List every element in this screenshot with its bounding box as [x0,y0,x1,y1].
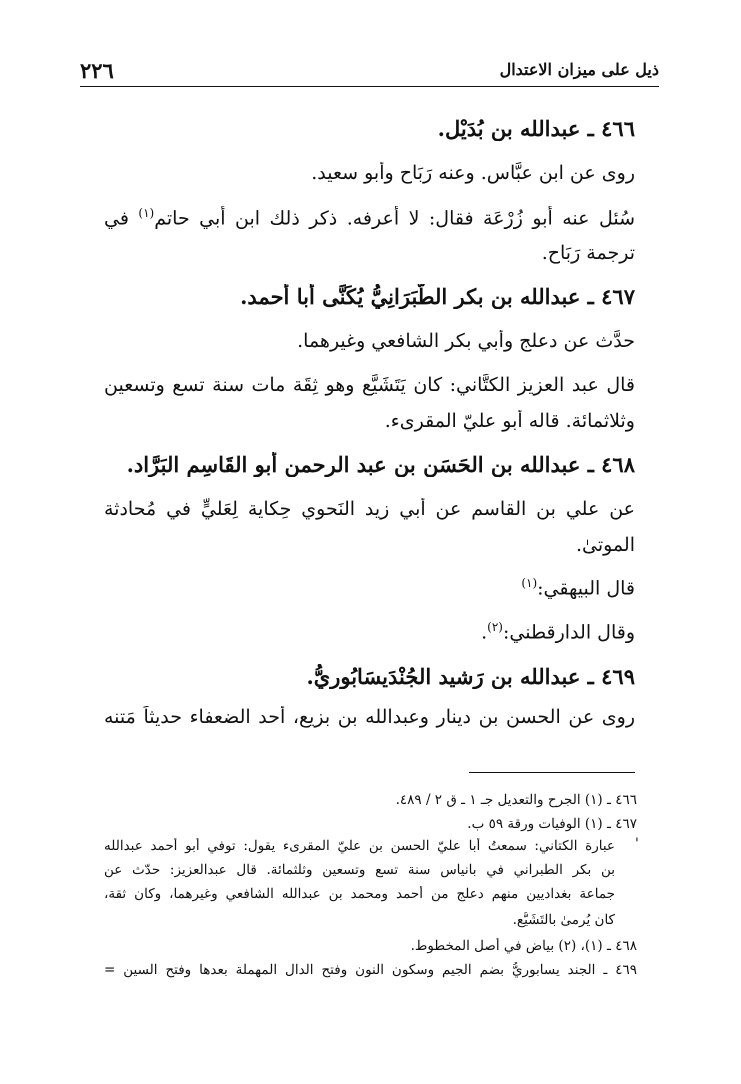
daraqutni-text: وقال الدارقطني: [502,621,635,644]
entry-467-line-2: قال عبد العزيز الكتَّاني: كان يَتَشَيَّع وهو ثِقَة مات سنة تسع وتسعين [104,374,635,396]
footnote-467-quote-line-1: عبارة الكتاني: سمعتُ أبا عليّ الحسن بن عليّ المقرىء يقول: توفي أبو أحمد عبدالله [104,838,615,854]
footnote-467-quote-line-2: بن بكر الطبراني في بانياس سنة تسع وتسعين وثلثمائة. قال عبدالعزيز: حدّث عن [104,862,615,878]
entry-469-line-1: روى عن الحسن بن دينار وعبدالله بن بزيع، أحد الضعفاء حديثاً مَتنه [104,706,635,728]
footnote-ref-468-1: (١) [521,576,538,590]
footnote-467-1: ٤٦٧ ـ (١) الوفيات ورقة ٥٩ ب. [467,816,637,832]
book-title: ذيل على ميزان الاعتدال [499,60,659,79]
footnote-468-1-2: ٤٦٨ ـ (١)، (٢) بياض في أصل المخطوط. [410,938,637,954]
running-head [80,56,659,87]
entry-468-line-1: عن علي بن القاسم عن أبي زيد النَحوي حِكاية لِعَليٍّ في مُحادثة [104,498,635,520]
entry-heading-467: ٤٦٧ ـ عبدالله بن بكر الطَّبَرَانِيُّ يُكَنَّى أبا أحمد. [240,284,635,309]
entry-467-line-1: حدَّث عن دعلج وأبي بكر الشافعي وغيرهما. [297,330,635,352]
footnote-467-quote-line-4: كان يُرمىٰ بالتَشَيُّع. [512,912,615,928]
page-number: ٢٢٦ [80,58,114,83]
entry-468-line-3 [104,576,635,599]
bayhaqi-text: قال البيهقي: [537,577,635,600]
footnote-466-1: ٤٦٦ ـ (١) الجرح والتعديل جـ ١ ـ ق ٢ / ٤٨٩. [395,792,637,808]
entry-466-line-2-text: سُئل عنه أبو زُرْعَة فقال: لا أعرفه. ذكر ذلك ابن أبي حاتم [154,207,635,230]
entry-466-line-2 [104,206,635,229]
margin-mark: ' [635,836,639,852]
entry-466-line-2-end: في [104,207,129,230]
entry-466-line-1: روى عن ابن عبَّاس. وعنه رَبَاح وأبو سعيد. [311,162,635,184]
footnote-ref-468-2: (٢) [487,620,503,634]
entry-467-line-3: وثلاثمائة. قاله أبو عليّ المقرىء. [384,410,635,432]
entry-heading-468: ٤٦٨ ـ عبدالله بن الحَسَن بن عبد الرحمن أبو القَاسِم البَرَّاد. [126,452,635,477]
entry-468-line-2: الموتىٰ. [575,534,635,556]
entry-466-line-3: ترجمة رَبَاح. [541,242,635,264]
entry-heading-469: ٤٦٩ ـ عبدالله بن رَشيد الجُنْدَيسَابُورِيُّ. [306,664,635,689]
footnote-ref-466-1: (١) [138,206,155,220]
footnote-467-quote-line-3: جماعة بغداديين منهم دعلج من أحمد ومحمد بن عبدالله الشافعي وغيرهما، وكان ثقة، [104,886,615,902]
footnote-separator [469,772,635,773]
footnote-469: ٤٦٩ ـ الجند يسابوريُّ بضم الجيم وسكون النون وفتح الدال المهملة بعدها وفتح السين = [104,962,637,978]
entry-heading-466: ٤٦٦ ـ عبدالله بن بُدَيْل. [437,116,635,141]
entry-468-line-4 [104,620,635,643]
daraqutni-end: . [481,621,488,644]
